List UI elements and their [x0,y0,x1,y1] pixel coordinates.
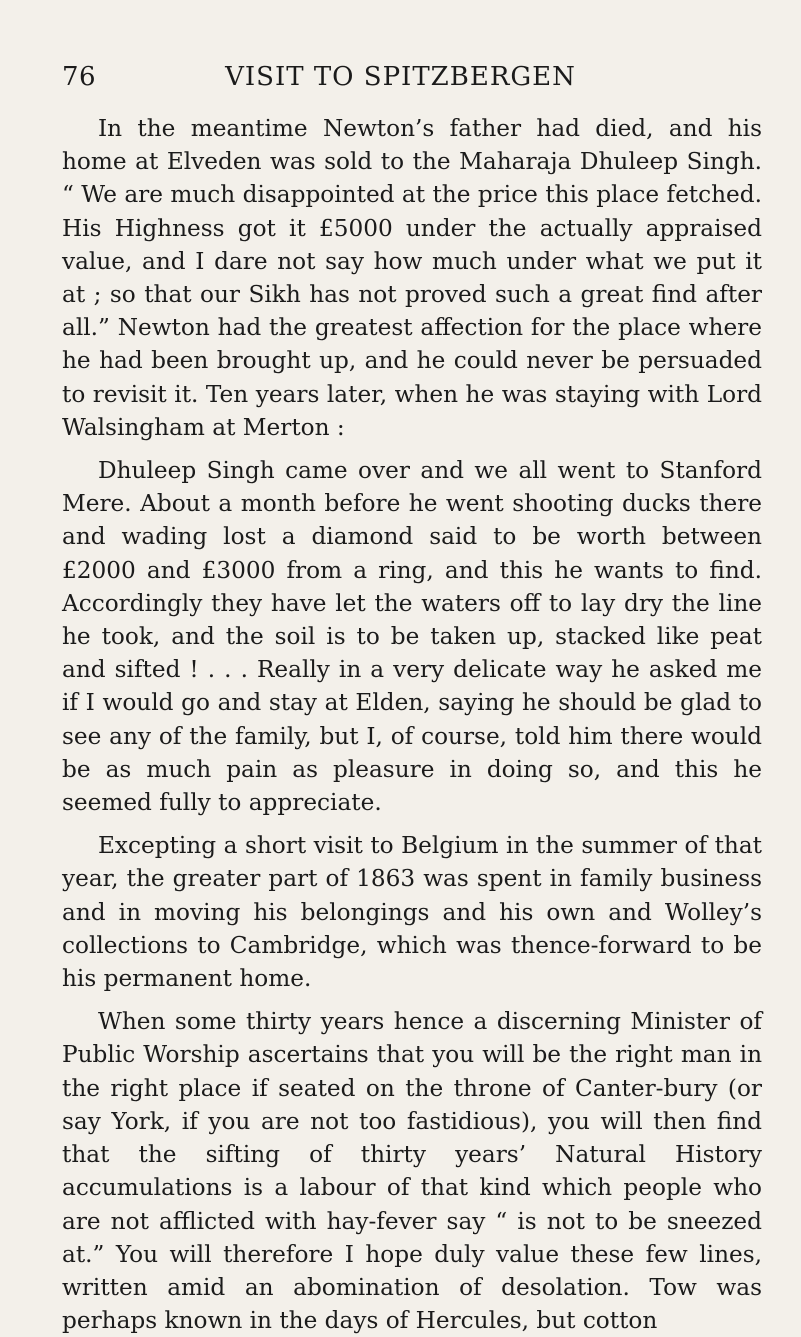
page-header [0,62,801,102]
running-head: VISIT TO SPITZBERGEN [225,62,576,92]
page-number: 76 [62,62,97,92]
paragraph-1: In the meantime Newton’s father had died, and his home at Elveden was sold to the Maharaja Dhuleep Singh. “ We are much disappointed at the price this place fetched. His Highness got it £5000 under the actually appraised value, and I dare not say how much under what we put it at ; so that our Sikh has not proved such a great find after all.” Newton had the greatest affection for the place where he had been brought up, and he could never be persuaded to revisit it. Ten years later, when he was staying with Lord Walsingham at Merton : [62,115,762,441]
paragraph-4: When some thirty years hence a discerning Minister of Public Worship ascertains that you will be the right man in the right place if seated on the throne of Canter-bury (or say York, if you are not too fastidious), you will then find that the sifting of thirty years’ Natural History accumulations is a labour of that kind which people who are not afflicted with hay-fever say “ is not to be sneezed at.” You will therefore I hope duly value these few lines, written amid an abomination of desolation. Tow was perhaps known in the days of Hercules, but cotton [62,1008,762,1335]
paragraph-3: Excepting a short visit to Belgium in the summer of that year, the greater part of 1863 was spent in family business and in moving his belongings and his own and Wolley’s collections to Cambridge, which was thence-forward to be his permanent home. [62,832,762,993]
quoted-letter: Dhuleep Singh came over and we all went to Stanford Mere. About a month before he went shooting ducks there and wading lost a diamond said to be worth between £2000 and £3000 from a ring, and this he wants to find. Accordingly they have let the waters off to lay dry the line he took, and the soil is to be taken up, stacked like peat and sifted ! . . . Really in a very delicate way he asked me if I would go and stay at Elden, saying he should be glad to see any of the family, but I, of course, told him there would be as much pain as pleasure in doing so, and this he seemed fully to appreciate. [62,457,762,817]
page-body [62,112,762,1337]
